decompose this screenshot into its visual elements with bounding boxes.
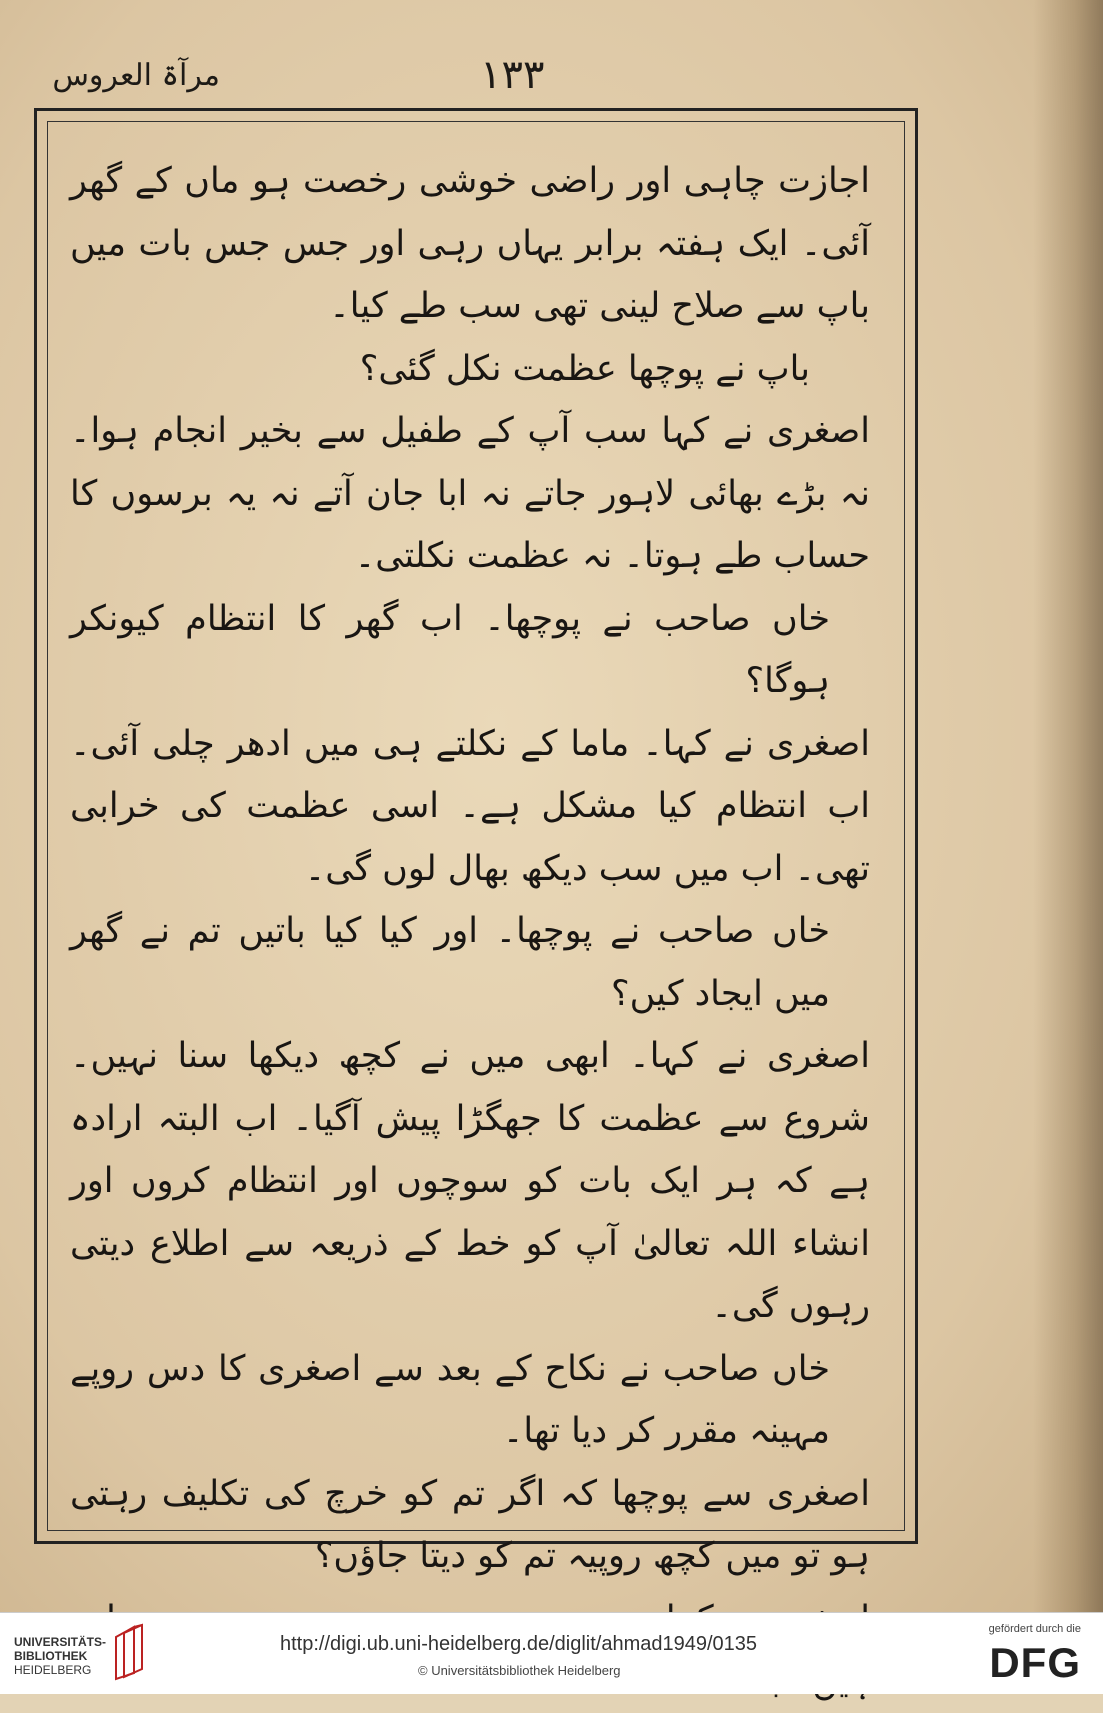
paragraph: خاں صاحب نے نکاح کے بعد سے اصغری کا دس روپے مہینہ مقرر کر دیا تھا۔ <box>70 1348 830 1451</box>
paragraph: اصغری نے کہا۔ ابھی میں نے کچھ دیکھا سنا نہیں۔ شروع سے عظمت کا جھگڑا پیش آگیا۔ اب البتہ ارادہ ہے کہ ہر ایک بات کو سوچوں اور انتظام کروں اور انشاء اللہ تعالیٰ آپ کو خط کے ذریعہ سے اطلاع دیتی رہوں گی۔ <box>70 1036 870 1326</box>
permalink-url[interactable]: http://digi.ub.uni-heidelberg.de/diglit/ahmad1949/0135 <box>280 1633 758 1655</box>
viewer-footer <box>0 1612 1103 1694</box>
library-name-line: HEIDELBERG <box>14 1663 92 1677</box>
page-number: ۱۳۳ <box>480 52 545 98</box>
funder-caption: gefördert durch die <box>988 1623 1081 1635</box>
body-text <box>70 150 870 1576</box>
library-name-line: BIBLIOTHEK <box>14 1649 88 1663</box>
page-gutter-shadow <box>1033 0 1103 1612</box>
running-head <box>40 52 1040 112</box>
dfg-logo: DFG <box>989 1639 1081 1686</box>
book-title: مرآۃ العروس <box>52 58 220 93</box>
copyright-notice: © Universitätsbibliothek Heidelberg <box>418 1663 621 1678</box>
library-logo-text <box>14 1635 106 1677</box>
paragraph: اصغری سے پوچھا کہ اگر تم کو خرچ کی تکلیف رہتی ہو تو میں کچھ روپیہ تم کو دیتا جاؤں؟ <box>70 1473 870 1576</box>
library-name-line: UNIVERSITÄTS- <box>14 1635 107 1649</box>
paragraph: خاں صاحب نے پوچھا۔ اور کیا کیا باتیں تم نے گھر میں ایجاد کیں؟ <box>70 911 830 1014</box>
paragraph: اجازت چاہی اور راضی خوشی رخصت ہو ماں کے گھر آئی۔ ایک ہفتہ برابر یہاں رہی اور جس جس بات میں باپ سے صلاح لینی تھی سب طے کیا۔ <box>70 161 870 326</box>
paragraph: خاں صاحب نے پوچھا۔ اب گھر کا انتظام کیونکر ہوگا؟ <box>70 598 830 701</box>
paragraph: اصغری نے کہا سب آپ کے طفیل سے بخیر انجام ہوا۔ نہ بڑے بھائی لاہور جاتے نہ ابا جان آتے نہ یہ برسوں کا حساب طے ہوتا۔ نہ عظمت نکلتی۔ <box>70 411 870 576</box>
library-book-icon <box>110 1623 150 1681</box>
paragraph: اصغری نے کہا۔ ماما کے نکلتے ہی میں ادھر چلی آئی۔ اب انتظام کیا مشکل ہے۔ اسی عظمت کی خرابی تھی۔ اب میں سب دیکھ بھال لوں گی۔ <box>70 723 870 889</box>
paragraph: باپ نے پوچھا عظمت نکل گئی؟ <box>359 348 810 389</box>
